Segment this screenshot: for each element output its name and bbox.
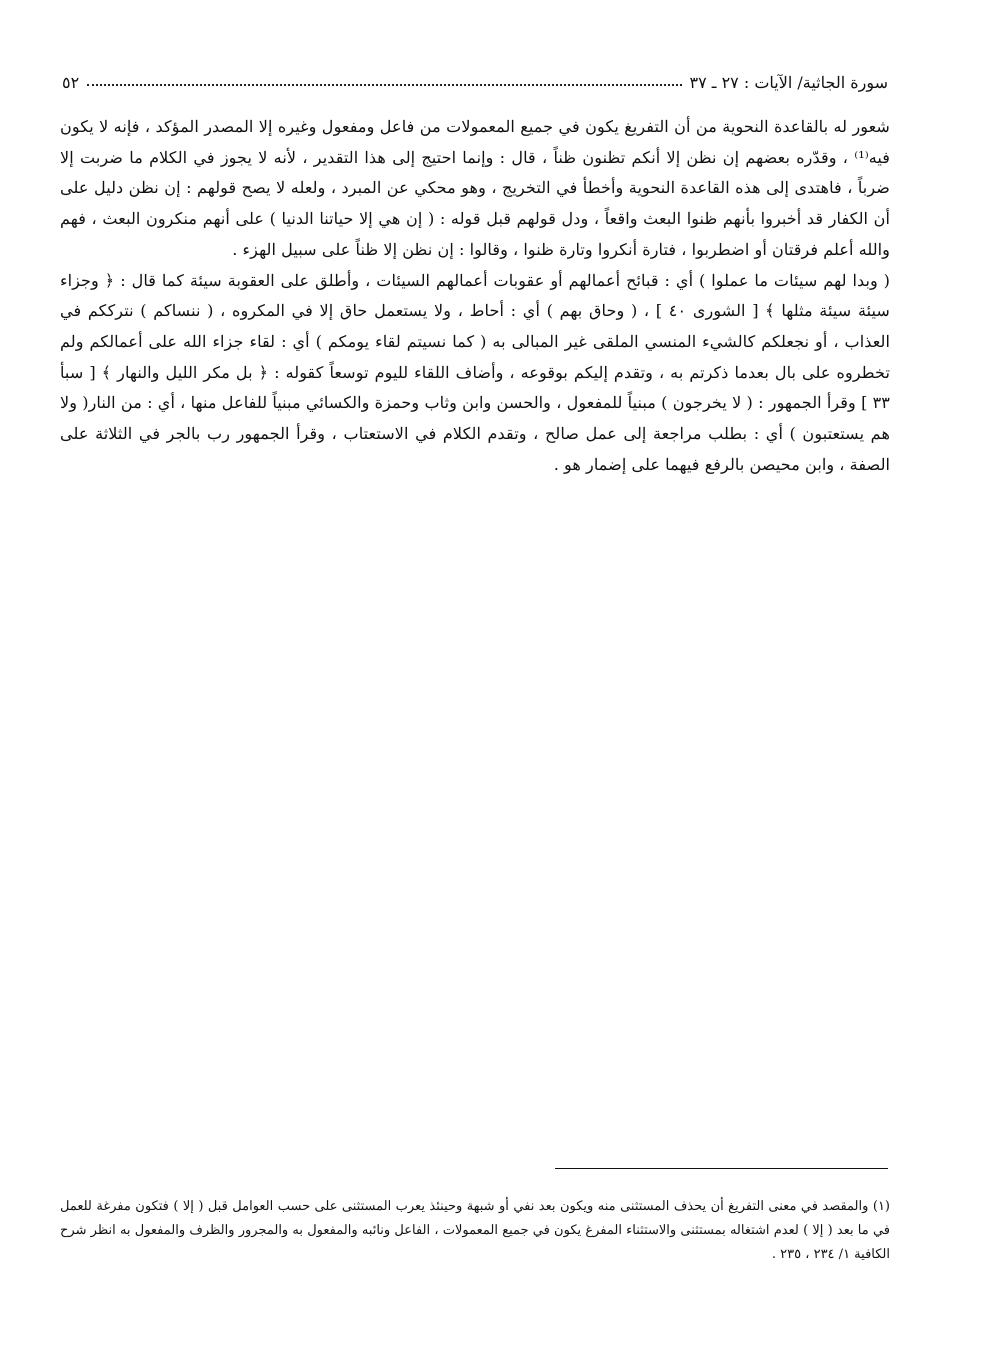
footnote bbox=[60, 1195, 890, 1267]
footnote-text: (١) والمقصد في معنى التفريغ أن يحذف المستثنى منه ويكون بعد نفي أو شبهة وحينئذ يعرب المستثنى على حسب العوامل قبل ( إلا ) فتكون مفرغة للعمل في ما بعد ( إلا ) لعدم اشتغاله بمستثنى والاستثناء المفرغ يكون في جميع المعمولات ، الفاعل ونائبه والمفعول به والمجرور والظرف والمفعول به انظر شرح الكافية ١/ ٢٣٤ ، ٢٣٥ . bbox=[60, 1199, 890, 1262]
header-dotted-leader bbox=[87, 84, 681, 86]
main-text bbox=[60, 112, 890, 480]
paragraph-2: ( وبدا لهم سيئات ما عملوا ) أي : قبائح أعمالهم أو عقوبات أعمالهم السيئات ، وأطلق على العقوبة سيئة كما قال : ﴿ وجزاء سيئة سيئة مثلها ﴾ [ الشورى ٤٠ ] ، ( وحاق بهم ) أي : أحاط ، ولا يستعمل حاق إلا في المكروه ، ( ننساكم ) نترككم في العذاب ، أو نجعلكم كالشيء المنسي الملقى غير المبالى به ( كما نسيتم لقاء يومكم ) أي : لقاء جزاء الله على أعمالكم ولم تخطروه على بال بعدما ذكرتم به ، وتقدم إليكم بوقوعه ، وأضاف اللقاء لليوم توسعاً كقوله : ﴿ بل مكر الليل والنهار ﴾ [ سبأ ٣٣ ] وقرأ الجمهور : ( لا يخرجون ) مبنياً للمفعول ، والحسن وابن وثاب وحمزة والكسائي مبنياً للفاعل منها ، أي : من النار( ولا هم يستعتبون ) أي : بطلب مراجعة إلى عمل صالح ، وتقدم الكلام في الاستعتاب ، وقرأ الجمهور رب بالجر في الثلاثة على الصفة ، وابن محيصن بالرفع فيهما على إضمار هو . bbox=[60, 270, 890, 474]
page-number: ٥٢ bbox=[62, 72, 80, 92]
running-title: سورة الجاثية/ الآيات : ٢٧ ـ ٣٧ bbox=[689, 72, 888, 92]
footnote-separator bbox=[555, 1168, 888, 1169]
paragraph-1: شعور له بالقاعدة النحوية من أن التفريغ يكون في جميع المعمولات من فاعل ومفعول وغيره إلا المصدر المؤكد ، فإنه لا يكون فيه⁽¹⁾ ، وقدّره بعضهم إن نظن إلا أنكم تظنون ظناً ، قال : وإنما احتيج إلى هذا التقدير ، لأنه لا يجوز في الكلام ما ضربت إلا ضرباً ، فاهتدى إلى هذه القاعدة النحوية وأخطأ في التخريج ، وهو محكي عن المبرد ، ولعله لا يصح قولهم : إن نظن دليل على أن الكفار قد أخبروا بأنهم ظنوا البعث واقعاً ، ودل قولهم قبل قوله : ( إن هي إلا حياتنا الدنيا ) على أنهم منكرون البعث ، فهم والله أعلم فرقتان أو اضطربوا ، فتارة أنكروا وتارة ظنوا ، وقالوا : إن نظن إلا ظناً على سبيل الهزء . bbox=[60, 117, 890, 259]
page-header bbox=[62, 68, 888, 96]
